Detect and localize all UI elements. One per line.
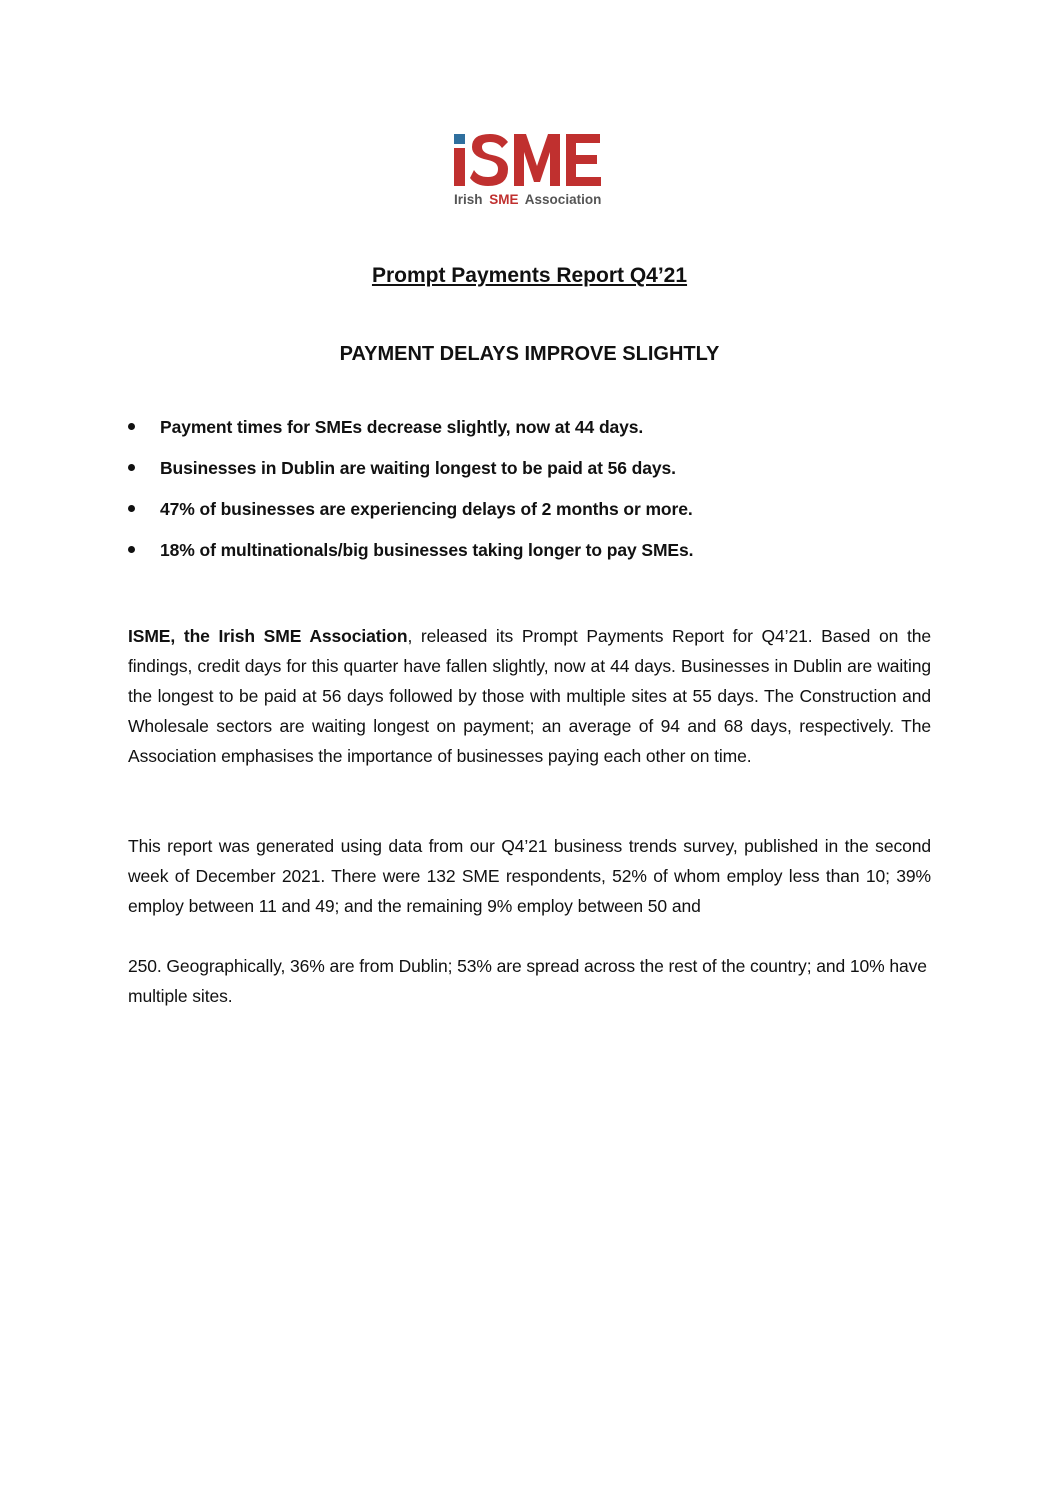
highlight-text: Payment times for SMEs decrease slightly, now at 44 days. — [160, 417, 644, 437]
logo-i-stem — [454, 148, 465, 186]
highlight-text: 18% of multinationals/big businesses taking longer to pay SMEs. — [160, 540, 694, 560]
highlights-list — [128, 415, 948, 579]
paragraph-text: , released its Prompt Payments Report for Q4’21. Based on the findings, credit days for this quarter have fallen slightly, now at 44 days. Businesses in Dublin are waiting the longest to be paid at 56 days followed by those with multiple sites at 55 days. The Construction and Wholesale sectors are waiting longest on payment; an average of 94 and 68 days, respectively. The Association emphasises the importance of businesses paying each other on time. — [128, 626, 931, 766]
headline: PAYMENT DELAYS IMPROVE SLIGHTLY — [339, 343, 720, 365]
logo-letter-m — [514, 134, 560, 186]
body-paragraph-1 — [128, 621, 931, 771]
highlight-text: 47% of businesses are experiencing delays of 2 months or more. — [160, 499, 693, 519]
highlight-item — [128, 456, 948, 497]
report-title: Prompt Payments Report Q4’21 — [371, 264, 688, 287]
logo-tagline-suffix: Association — [524, 192, 602, 207]
paragraph-lead: ISME, the Irish SME Association — [128, 626, 408, 646]
bullet-icon — [128, 546, 135, 553]
body-paragraph-2-continuation: 250. Geographically, 36% are from Dublin; 53% are spread across the rest of the country; and 10% have multiple sites. — [128, 956, 927, 1006]
logo-tagline-prefix: Irish — [454, 192, 483, 207]
highlight-item — [128, 415, 948, 456]
isme-logo — [450, 128, 610, 212]
body-paragraph-2: This report was generated using data from our Q4’21 business trends survey, published in the second week of December 2021. There were 132 SME respondents, 52% of whom employ less than 10; 39% employ between 11 and 49; and the remaining 9% employ between 50 and — [128, 836, 931, 916]
logo-tagline — [454, 192, 601, 207]
bullet-icon — [128, 464, 135, 471]
logo-letter-s — [470, 134, 508, 186]
logo-tagline-highlight: SME — [489, 192, 519, 207]
bullet-icon — [128, 423, 135, 430]
highlight-item — [128, 538, 948, 579]
bullet-icon — [128, 505, 135, 512]
highlight-text: Businesses in Dublin are waiting longest to be paid at 56 days. — [160, 458, 676, 478]
logo-letter-e — [566, 134, 601, 186]
logo-i-dot — [454, 134, 465, 144]
highlight-item — [128, 497, 948, 538]
isme-logo-mark — [450, 128, 610, 212]
